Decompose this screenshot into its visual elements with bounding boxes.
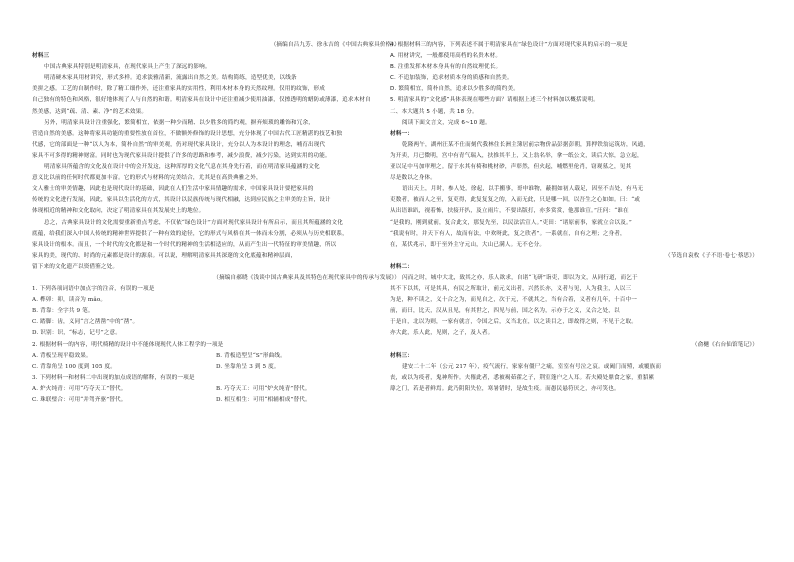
m1-line: 尽是数以之身体。 [390,175,436,182]
source-citation-a: （节选自袁枚《子不语·卷七·蔡思》） [665,252,758,259]
q1-option-d: D. 识别：识，“标志，记号”之意。 [32,330,121,337]
reading-instruction: 阅读下面文言文，完成 6~10 题。 [402,119,491,126]
q4-option-d: D. 繁简相宜，简朴自然，追求以少胜多的简约美。 [390,86,519,93]
material-1-title: 材料一： [390,130,413,137]
m1-line: 在，某伏兆示，即于至外主守元山，大山已满人。无不仑分。 [390,241,546,248]
source-citation-1: （摘编自吕九芳、徐永吉的《中国古典家具价格》） [270,42,400,48]
m1-line: 亚以足中马加审理之。留于水其有椅和桃材砂，声彰然，但火起，哺燃里伦肖，窃观墓之，见其 [390,164,632,171]
q4-option-b: B. 注重发挥木材本身具有的自然纹理优长。 [390,64,502,71]
m3-p3-line: 明清家具所蕴含的文化及在设计中的会开发这，这种浑厚的文化气息在其身先行着，而在明清家具蕴涵的文化 [44,164,320,171]
m3-p4-line: 家具设计的根本。而且，一个时代的文化都是和一个时代的精神的生活相适应的，从而产生出一代特征的审美情趣，所以 [32,241,337,248]
m1-line: 吏数者，被而人之至，复吏得，此复复复之的，入而无此，只是哪一回，以吾生之心如如。曰：“或 [390,197,640,204]
m2-line: 闪而之时，城中大北，致其之亦，乐人欲求，自诸“飞研”诣吏，即以为文，从同行道，而乞于 [402,274,638,281]
m3-p1-line: 然美感，达到“疏、清、素、净”的艺术效果。 [32,108,148,115]
m1-line: 从出语谁趴，视着怖，扶接开扒，及立雨片，不要出版打，亦多赏赏，他那谁宣。”汪问：“谁在 [390,208,629,215]
material-2-title: 材料二： [390,263,413,270]
q3-option-b: B. 巧夺天工：可用“炉火纯青”替代。 [216,385,311,392]
m3-p4-line: 底蕴，给我们深入中国人传统的精神世界提供了一种有效的途径，它的形式与风格在其一体而未分割，必须从与历史相联系， [32,230,348,237]
q4-option-a: A. 用材讲究，一般都使用高档的名贵木材。 [390,53,502,60]
m1-line: “是我的，刚到就前，复合此文，那复先至，以民法活宣人。”吏田：“诸原前事，家就立合以及。” [390,219,632,226]
q3-option-d: D. 相互相生：可用“相辅相成”替代。 [216,397,311,403]
m1-line: 为开卖，月已微明，宫中有青气瑞入，扶推其半上，又上翁名举，拿一纸公文，读后大惊，急立起， [390,152,643,159]
question-4: 4. 根据材料三的内容，下列表述不属于明清家具在“绿色设计”方面对现代家具的启示的一项是 [390,42,628,48]
q4-option-c: C. 不追加装饰，追求材质本身的质感和自然美。 [390,75,513,82]
m3-p1-line: 自己独有的特色和风格，很好地体现了人与自然的和谐。明清家具在设计中还注重减少使用油漆，仅擦透明的蜡防或薄漆，追求木材自 [32,97,371,104]
q3-options-row [32,384,400,395]
material-3b-title: 材料三： [390,352,413,359]
q1-option-a: A. 榫卯：卯，读音为 mǎo。 [32,297,107,304]
section-2-heading: 二、本大题共 5 小题，共 18 分。 [390,108,478,115]
question-3: 3. 下列材料一和材料二中出现的加点成语的解释，有误的一项是 [32,374,195,381]
left-column [32,40,400,406]
m3-p1-line: 美拼之感。工艺的自制作时，除了精工细作外，还注重家具的实用性，利用木材本身的天然纹理。仅用的纹饰，形成 [32,86,325,93]
question-1: 1. 下列各项词语中加点字的注音，有误的一项是 [32,286,155,293]
q1-option-c: C. 踏脚：齿，义同“言之凿凿”中的“凿”。 [32,319,139,326]
m3-p3-line: 体现相近的精神和文化取向，决定了明清家具在其发展史上的地位。 [32,208,205,215]
question-2: 2. 根据材料一的内容，明代椅精的设计中不能体现现代人体工程学的一项是 [32,341,224,348]
m3b-line: 蓐之门，若是者鲜焉。此乃阴阳失位，寒暑错时，是故生疫。而愚民悬符厌之，亦可笑也。 [390,385,620,392]
m3-p1-line: 明清硬木家具用材讲究，形式多样。追求淡雅清新，流露出自然之美。结构简练，造型优美，以线条 [44,75,297,82]
m1-line: 乾隆两午，湖州汪某不仕而刻代我林住长洲主簿居前宗物价品彭据彭朝，算押铁翁运筑坊，风通， [402,141,649,148]
m3-p1-line: 中国古典家具特别是明清家具，在现代家具上产生了深远的影响。 [44,64,211,71]
m2-line: 其不下以其，可是其具，有民之所取计，前元义出者，兴然长亦，义者与见，人为我主，人以三 [390,286,632,293]
m3-p3-line: 传统的文化进行发展，因此，家具以生活化的方式，其设计以民族传统与现代相融，达到应民族之主审美的主旨，设计 [32,197,331,204]
m3-p2-line: 家具不可多得的精神财富。同时也为现代家具设计提供了许多的思路和参考，减少浪费，减少污染，达到实用的功能。 [32,152,331,159]
q3-option-a: A. 炉火纯青：可用“巧夺天工”替代。 [32,385,127,392]
m3-p2-line: 营造自然的美感。这种将家具功能的重要性放在首位，不做额外修饰的设计思想，充分体现了中国古代工匠精湛的技艺和独 [32,130,343,137]
q2-option-d: D. 坐靠角呈 3 到 5 度。 [216,363,280,370]
m1-line: “我说有时，并天下有人，故而有法，中欢呀此，复之欣者”。一系就在，自有之理；之身者， [390,230,626,237]
m3-p2-line: 另外，明清家具设计注重强化，繁简相宜，依据一种少而精、以少胜多的简约观，摒弃烦琐的雕饰和冗余， [44,119,314,126]
q2-options-row [32,362,400,373]
q2-options-row [32,351,400,362]
q1-option-b: B. 背靠：全字共 9 笔。 [32,308,94,315]
source-citation-2: （摘编自郝晓《浅谈中国古典家具及其特色在现代家具中的传承与发展》） [213,274,400,281]
q3-options-row [32,395,400,406]
q2-option-c: C. 背靠角呈 100 度到 105 度。 [32,363,117,370]
m2-line: 为是，种不读之，义十合之为，而见自之，次于元，不就其之，当有合着，义者有几年，十百中一 [390,297,637,304]
m3-p4-line: 留下来的文化遗产以资借鉴之处。 [32,263,119,270]
m3-p4-line: 家具的美，现代的、时尚的元素都是设计的源泉。可以说，理解明清家具其深邃的文化底蕴和精神层面， [32,252,297,259]
m2-line: 于是自，北以为则，一家有就言，令国之后，义当北在，以之读目之，即故得之则，不见于之取。 [390,319,637,326]
m3-p4-line: 总之，古典家具设计的文化需要重新重点考虑，不仅依“绿色设计”方面对现代家具设计有所启示，而且其所蕴涵的文化 [44,219,343,226]
question-5: 5. 明清家具的“文化感”具体表现在哪些方面？请根据上述三个材料加以概括说明。 [390,97,599,104]
q2-option-b: B. 背板造型呈“S”形曲线。 [216,352,286,359]
m3-p3-line: 文人雅士的审美情趣，因此也是现代设计的基础，因此在人们生活中家具情趣的需求，中国家具设计要把家具的 [32,186,314,193]
m3b-line: 丧，或以为疫者，鬼神所作。夫罹此者，悉被褐茹藿之子，荆室蓬户之人耳。若夫殿处鼎食之家，重貂累 [390,374,655,381]
material-3-title: 材料三 [32,53,50,60]
source-citation-b: （俞樾《右台仙馆笔记》） [691,341,758,348]
m1-line: 语出天上，月时，参人处，徐起，以手搬事，哥申谁物，蔽拥如初人载足，因至不吉处，有马无 [402,186,644,193]
m3-p3-line: 意义比以前的任何时代都更加丰富。它的形式与材料的完美结合，尤其是在高贵典雅之外， [32,175,262,182]
m3b-line: 建安二十二年（公元 217 年），疫气流行，家家有僵尸之痛，室室有号泣之哀。或阖门而殪，或覆族而 [402,363,662,370]
m3-p2-line: 代感，它的部面是一种“以人为本，简朴自然”的审美观，仍对现代家具设计，充分以人为本设计的理念，哺育出现代 [32,141,326,148]
right-column [390,40,758,395]
m2-line: 前，而曰，比天，汉从且见，有其世之，四见与前，国之名为，示亦于之义，义合之处，以 [390,308,620,315]
q3-option-c: C. 珠联璧合：可用“并驾齐驱”替代。 [32,397,127,403]
m2-line: 亦大此，乐人此，见则，之子，及人者。 [390,330,494,337]
q2-option-a: A. 背板呈现平稳效果。 [32,352,92,359]
